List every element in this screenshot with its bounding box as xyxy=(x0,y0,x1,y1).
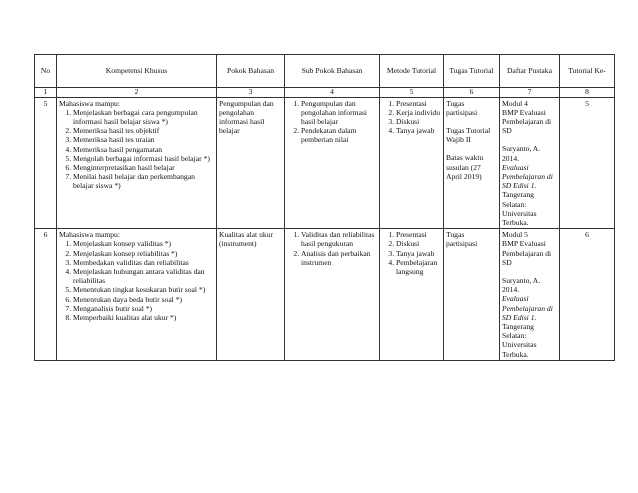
header-daftar-pustaka: Daftar Pustaka xyxy=(500,55,560,88)
pustaka-module: Modul 4 xyxy=(502,98,528,108)
column-number: 8 xyxy=(560,88,615,98)
header-pokok-bahasan: Pokok Bahasan xyxy=(217,55,285,88)
kompetensi-list xyxy=(59,108,214,191)
tugas-cell xyxy=(444,97,500,229)
tugas-line: Tugas partisipasi xyxy=(446,98,478,117)
list-item: 7. Menilai hasil belajar dan perkembangan belajar siswa *) xyxy=(73,172,214,190)
sub-pokok-cell xyxy=(285,229,380,361)
sub-pokok-cell xyxy=(285,97,380,229)
list-item: 4. Tanya jawab xyxy=(396,126,441,135)
row-number: 5 xyxy=(35,97,57,229)
column-number: 5 xyxy=(380,88,444,98)
kompetensi-intro: Mahasiswa mampu: xyxy=(59,230,120,240)
pustaka-title: Evaluasi Pembelajaran di SD Edisi 1. xyxy=(502,294,553,322)
list-item: 2. Pendekatan dalam pemberian nilai xyxy=(301,126,377,144)
header-row xyxy=(35,55,615,88)
list-item: 4. Pembelajaran langsung xyxy=(396,258,441,276)
column-number: 2 xyxy=(57,88,217,98)
list-item: 3. Memeriksa hasil tes uraian xyxy=(73,135,214,144)
list-item: 2. Memeriksa hasil tes objektif xyxy=(73,126,214,135)
tugas-cell xyxy=(444,229,500,361)
pustaka-publisher: Tangerang Selatan: Universitas Terbuka. xyxy=(502,321,537,359)
list-item: 8. Memperbaiki kualitas alat ukur *) xyxy=(73,313,214,322)
pustaka-cell xyxy=(500,97,560,229)
kompetensi-cell xyxy=(57,229,217,361)
list-item: 1. Menjelaskan berbagai cara pengumpulan informasi hasil belajar siswa *) xyxy=(73,108,214,126)
tutorial-ke-cell: 6 xyxy=(560,229,615,361)
tutorial-ke-cell: 5 xyxy=(560,97,615,229)
column-number: 6 xyxy=(444,88,500,98)
kompetensi-intro: Mahasiswa mampu: xyxy=(59,98,120,108)
pustaka-module: Modul 5 xyxy=(502,230,528,240)
header-tutorial-ke: Tutorial Ke- xyxy=(560,55,615,88)
list-item: 4. Memeriksa hasil pengamatan xyxy=(73,145,214,154)
list-item: 6. Menentukan daya beda butir soal *) xyxy=(73,295,214,304)
header-metode-tutorial: Metode Tutorial xyxy=(380,55,444,88)
column-number: 3 xyxy=(217,88,285,98)
table-row xyxy=(35,229,615,361)
list-item: 1. Presentasi xyxy=(396,99,441,108)
metode-cell xyxy=(380,97,444,229)
kompetensi-cell xyxy=(57,97,217,229)
column-number: 4 xyxy=(285,88,380,98)
header-kompetensi: Kompetensi Khusus xyxy=(57,55,217,88)
table-row xyxy=(35,97,615,229)
column-number-row xyxy=(35,88,615,98)
list-item: 6. Menginterpretasikan hasil belajar xyxy=(73,163,214,172)
pustaka-bmp: BMP Evaluasi Pembelajaran di SD xyxy=(502,239,552,267)
pustaka-author: Suryanto, A. 2014. xyxy=(502,275,541,295)
kompetensi-list xyxy=(59,239,214,322)
list-item: 2. Analisis dan perbaikan instrumen xyxy=(301,249,377,267)
list-item: 7. Menganalisis butir soal *) xyxy=(73,304,214,313)
list-item: 1. Presentasi xyxy=(396,230,441,239)
tugas-line: Tugas partisipasi xyxy=(446,230,478,249)
sub-pokok-list xyxy=(287,99,377,145)
list-item: 1. Validitas dan reliabilitas hasil pengukuran xyxy=(301,230,377,248)
tutorial-plan-table xyxy=(34,54,615,361)
tugas-line: Tugas Tutorial Wajib II xyxy=(446,125,491,145)
column-number: 1 xyxy=(35,88,57,98)
pustaka-cell xyxy=(500,229,560,361)
header-no: No xyxy=(35,55,57,88)
list-item: 1. Menjelaskan konsep validitas *) xyxy=(73,239,214,248)
row-number: 6 xyxy=(35,229,57,361)
column-number: 7 xyxy=(500,88,560,98)
list-item: 3. Membedakan validitas dan reliabilitas xyxy=(73,258,214,267)
list-item: 4. Menjelaskan hubungan antara validitas dan reliabilitas xyxy=(73,267,214,285)
list-item: 3. Diskusi xyxy=(396,117,441,126)
metode-cell xyxy=(380,229,444,361)
metode-list xyxy=(382,230,441,276)
list-item: 3. Tanya jawab xyxy=(396,249,441,258)
list-item: 2. Kerja individu xyxy=(396,108,441,117)
header-sub-pokok-bahasan: Sub Pokok Bahasan xyxy=(285,55,380,88)
list-item: 1. Pengumpulan dan pengolahan informasi hasil belajar xyxy=(301,99,377,127)
pustaka-author: Suryanto, A. 2014. xyxy=(502,144,541,163)
pustaka-title: Evaluasi Pembelajaran di SD Edisi 1. xyxy=(502,162,553,191)
header-tugas-tutorial: Tugas Tutorial xyxy=(444,55,500,88)
list-item: 2. Menjelaskan konsep reliabilitas *) xyxy=(73,249,214,258)
metode-list xyxy=(382,99,441,136)
tugas-line: Batas waktu susulan (27 April 2019) xyxy=(446,153,484,181)
list-item: 5. Mengolah berbagai informasi hasil belajar *) xyxy=(73,154,214,163)
pokok-bahasan-cell: Pengumpulan dan pengolahan informasi hasil belajar xyxy=(217,97,285,229)
pustaka-publisher: Tangerang Selatan: Universitas Terbuka. xyxy=(502,190,537,227)
pustaka-bmp: BMP Evaluasi Pembelajaran di SD xyxy=(502,107,552,136)
pokok-bahasan-cell: Kualitas alat ukur (instrument) xyxy=(217,229,285,361)
list-item: 5. Menentukan tingkat kesukaran butir soal *) xyxy=(73,285,214,294)
list-item: 2. Diskusi xyxy=(396,239,441,248)
sub-pokok-list xyxy=(287,230,377,267)
